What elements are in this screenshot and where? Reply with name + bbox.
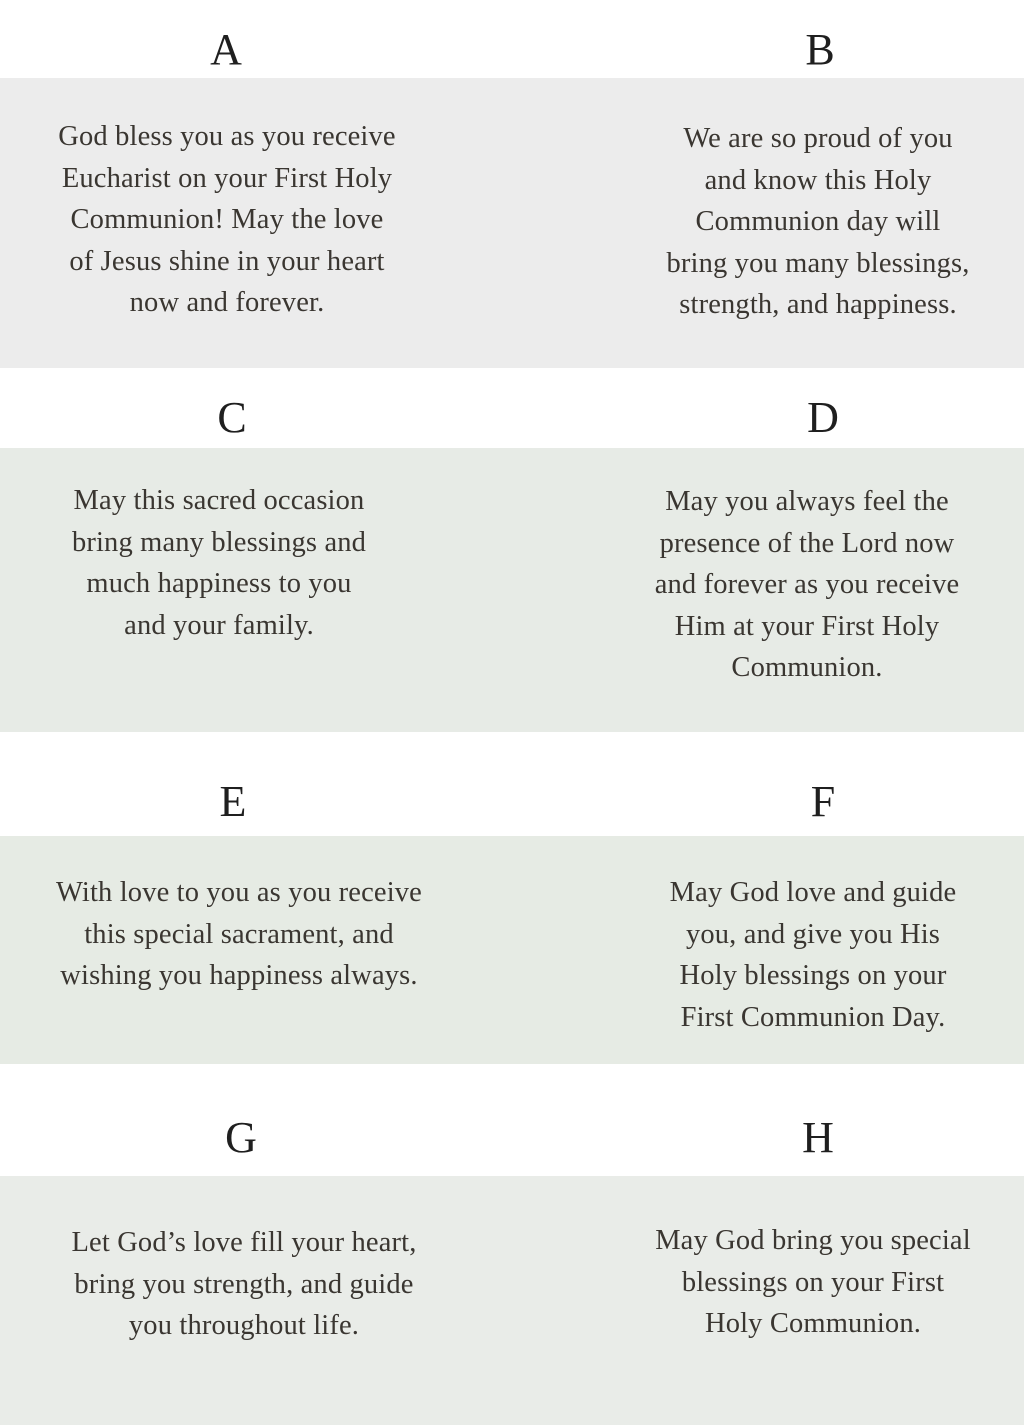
verse-b-line-5: strength, and happiness. bbox=[679, 289, 957, 320]
verse-b-line-2: and know this Holy bbox=[704, 164, 932, 196]
verse-f bbox=[613, 872, 1013, 1038]
verse-c-line-3: much happiness to you bbox=[86, 568, 352, 599]
verse-h-line-3: Holy Communion. bbox=[704, 1308, 921, 1339]
letter-row-4 bbox=[0, 1064, 1024, 1176]
verse-d-line-4: Him at your First Holy bbox=[674, 610, 940, 642]
verse-band-2 bbox=[0, 448, 1024, 732]
verse-b-line-1: We are so proud of you bbox=[683, 123, 953, 154]
verse-f-line-4: First Communion Day. bbox=[680, 1001, 946, 1033]
verse-a-line-3: Communion! May the love bbox=[70, 204, 384, 235]
verse-b-line-4: bring you many blessings, bbox=[666, 247, 970, 279]
card-label-f: F bbox=[810, 777, 836, 826]
verse-d-line-1: May you always feel the bbox=[665, 486, 949, 517]
verse-g-line-1: Let God’s love fill your heart, bbox=[71, 1227, 417, 1258]
verse-h-line-2: blessings on your First bbox=[681, 1266, 945, 1298]
verse-d-line-2: presence of the Lord now bbox=[659, 527, 955, 559]
verse-band-1 bbox=[0, 78, 1024, 368]
verse-c-line-2: bring many blessings and bbox=[71, 526, 367, 558]
verse-c-line-1: May this sacred occasion bbox=[73, 485, 365, 516]
verse-g-line-3: you throughout life. bbox=[128, 1310, 360, 1341]
verse-band-3 bbox=[0, 836, 1024, 1064]
letter-row-1 bbox=[0, 0, 1024, 78]
verse-a bbox=[27, 116, 427, 324]
verse-f-line-1: May God love and guide bbox=[669, 877, 957, 908]
card-label-b: B bbox=[805, 25, 835, 74]
verse-h bbox=[613, 1220, 1013, 1345]
verse-a-line-5: now and forever. bbox=[129, 287, 325, 318]
verse-e bbox=[39, 872, 439, 997]
verse-e-line-3: wishing you happiness always. bbox=[60, 960, 418, 991]
verse-a-line-1: God bless you as you receive bbox=[58, 121, 396, 152]
card-label-a: A bbox=[210, 25, 242, 74]
verse-f-line-2: you, and give you His bbox=[685, 918, 941, 950]
verse-c-line-4: and your family. bbox=[124, 609, 314, 641]
verse-b-line-3: Communion day will bbox=[695, 206, 941, 237]
verse-d-line-3: and forever as you receive bbox=[654, 569, 960, 600]
verse-band-4 bbox=[0, 1176, 1024, 1425]
card-label-h: H bbox=[802, 1113, 834, 1162]
card-label-d: D bbox=[807, 393, 839, 442]
verse-d bbox=[607, 481, 1007, 689]
verse-a-line-4: of Jesus shine in your heart bbox=[69, 245, 385, 277]
card-label-e: E bbox=[219, 777, 247, 826]
verse-e-line-1: With love to you as you receive bbox=[56, 877, 422, 908]
verse-g bbox=[44, 1222, 444, 1347]
letter-row-2 bbox=[0, 368, 1024, 448]
card-label-c: C bbox=[217, 393, 247, 442]
verse-a-line-2: Eucharist on your First Holy bbox=[61, 162, 393, 194]
letter-row-3 bbox=[0, 732, 1024, 836]
verse-e-line-2: this special sacrament, and bbox=[84, 918, 394, 950]
verse-h-line-1: May God bring you special bbox=[655, 1225, 971, 1256]
verse-d-line-5: Communion. bbox=[731, 652, 883, 683]
card-label-g: G bbox=[225, 1113, 257, 1162]
verse-f-line-3: Holy blessings on your bbox=[679, 960, 947, 991]
verse-g-line-2: bring you strength, and guide bbox=[74, 1268, 414, 1300]
verse-b bbox=[618, 118, 1018, 326]
verse-c bbox=[19, 480, 419, 646]
